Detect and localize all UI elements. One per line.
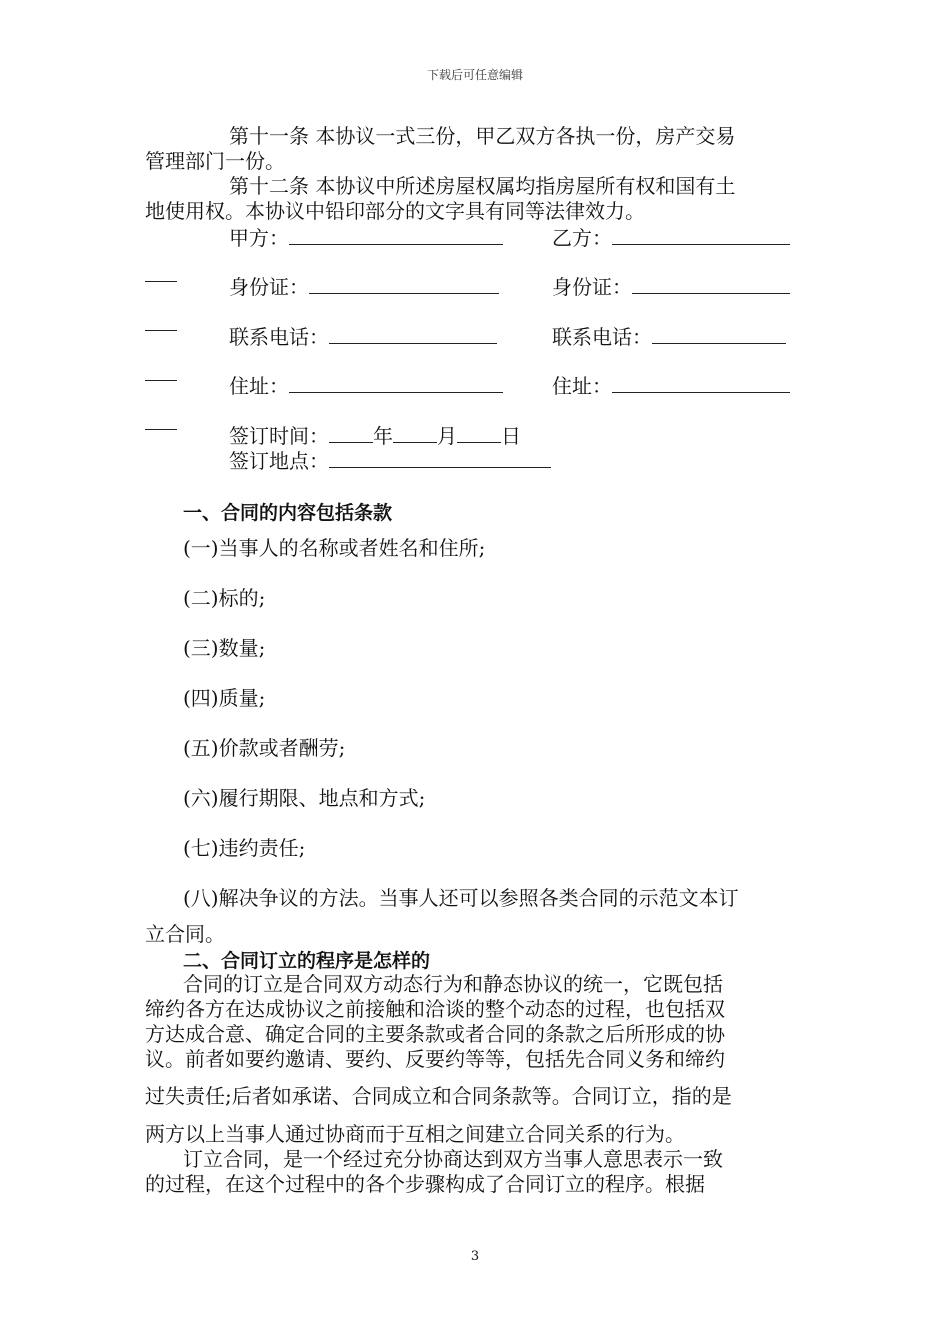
addr-b-label: 住址： (552, 374, 612, 398)
paragraph-line: 合同的订立是合同双方动态行为和静态协议的统一，它既包括 (183, 972, 723, 996)
signing-place-label: 签订地点： (229, 449, 329, 473)
clause-12-line-2: 地使用权。本协议中铅印部分的文字具有同等法律效力。 (145, 199, 645, 223)
list-item: (六)履行期限、地点和方式; (183, 786, 426, 810)
paragraph-line: 缔约各方在达成协议之前接触和洽谈的整个动态的过程，也包括双 (145, 997, 725, 1021)
clause-11-line-2: 管理部门一份。 (145, 149, 285, 173)
signing-date-field (229, 424, 521, 448)
phone-a-label: 联系电话： (229, 325, 329, 349)
party-b-field (552, 226, 790, 250)
page-number: 3 (470, 1249, 480, 1264)
paragraph-line: 的过程，在这个过程中的各个步骤构成了合同订立的程序。根据 (145, 1172, 705, 1196)
list-item-continuation: 立合同。 (145, 922, 225, 946)
list-item: (四)质量; (183, 686, 266, 710)
party-a-label: 甲方： (229, 226, 289, 250)
addr-b-blank (612, 374, 790, 393)
clause-11-line-1: 第十一条 本协议一式三份，甲乙双方各执一份，房产交易 (229, 124, 736, 148)
day-label: 日 (501, 424, 521, 448)
paragraph-line: 两方以上当事人通过协商而于互相之间建立合同关系的行为。 (145, 1122, 685, 1146)
place-blank (329, 449, 551, 468)
list-item: (五)价款或者酬劳; (183, 736, 346, 760)
year-blank (329, 424, 373, 443)
party-b-label: 乙方： (552, 226, 612, 250)
list-item: (二)标的; (183, 586, 266, 610)
party-a-blank (289, 226, 503, 245)
section-1-heading: 一、合同的内容包括条款 (183, 502, 393, 524)
id-b-blank (632, 275, 790, 294)
clause-12-line-1: 第十二条 本协议中所述房屋权属均指房屋所有权和国有土 (229, 174, 736, 198)
party-b-blank (612, 226, 790, 245)
phone-a-blank (329, 325, 497, 344)
signing-date-label: 签订时间： (229, 424, 329, 448)
phone-b-field (552, 325, 786, 349)
list-item: (三)数量; (183, 636, 266, 660)
list-item: (一)当事人的名称或者姓名和住所; (183, 536, 486, 560)
month-blank (393, 424, 437, 443)
wrap-dash (145, 329, 177, 331)
page-header: 下载后可任意编辑 (426, 68, 523, 82)
id-a-blank (309, 275, 499, 294)
year-label: 年 (373, 424, 393, 448)
wrap-dash (145, 379, 177, 381)
paragraph-line: 方达成合意、确定合同的主要条款或者合同的条款之后所形成的协 (145, 1022, 725, 1046)
paragraph-line: 订立合同，是一个经过充分协商达到双方当事人意思表示一致 (183, 1147, 723, 1171)
wrap-dash (145, 428, 177, 430)
month-label: 月 (437, 424, 457, 448)
addr-b-field (552, 374, 790, 398)
wrap-dash (145, 280, 177, 282)
addr-a-blank (289, 374, 503, 393)
section-2-heading: 二、合同订立的程序是怎样的 (183, 950, 431, 972)
phone-a-field (229, 325, 497, 349)
phone-b-blank (652, 325, 786, 344)
list-item: (八)解决争议的方法。当事人还可以参照各类合同的示范文本订 (183, 886, 739, 910)
id-b-label: 身份证： (552, 275, 632, 299)
addr-a-field (229, 374, 503, 398)
list-item: (七)违约责任; (183, 836, 306, 860)
id-b-field (552, 275, 790, 299)
party-a-field (229, 226, 503, 250)
phone-b-label: 联系电话： (552, 325, 652, 349)
signing-place-field (229, 449, 551, 473)
paragraph-line: 过失责任;后者如承诺、合同成立和合同条款等。合同订立，指的是 (145, 1084, 732, 1108)
paragraph-line: 议。前者如要约邀请、要约、反要约等等，包括先合同义务和缔约 (145, 1047, 725, 1071)
addr-a-label: 住址： (229, 374, 289, 398)
id-a-label: 身份证： (229, 275, 309, 299)
day-blank (457, 424, 501, 443)
id-a-field (229, 275, 499, 299)
